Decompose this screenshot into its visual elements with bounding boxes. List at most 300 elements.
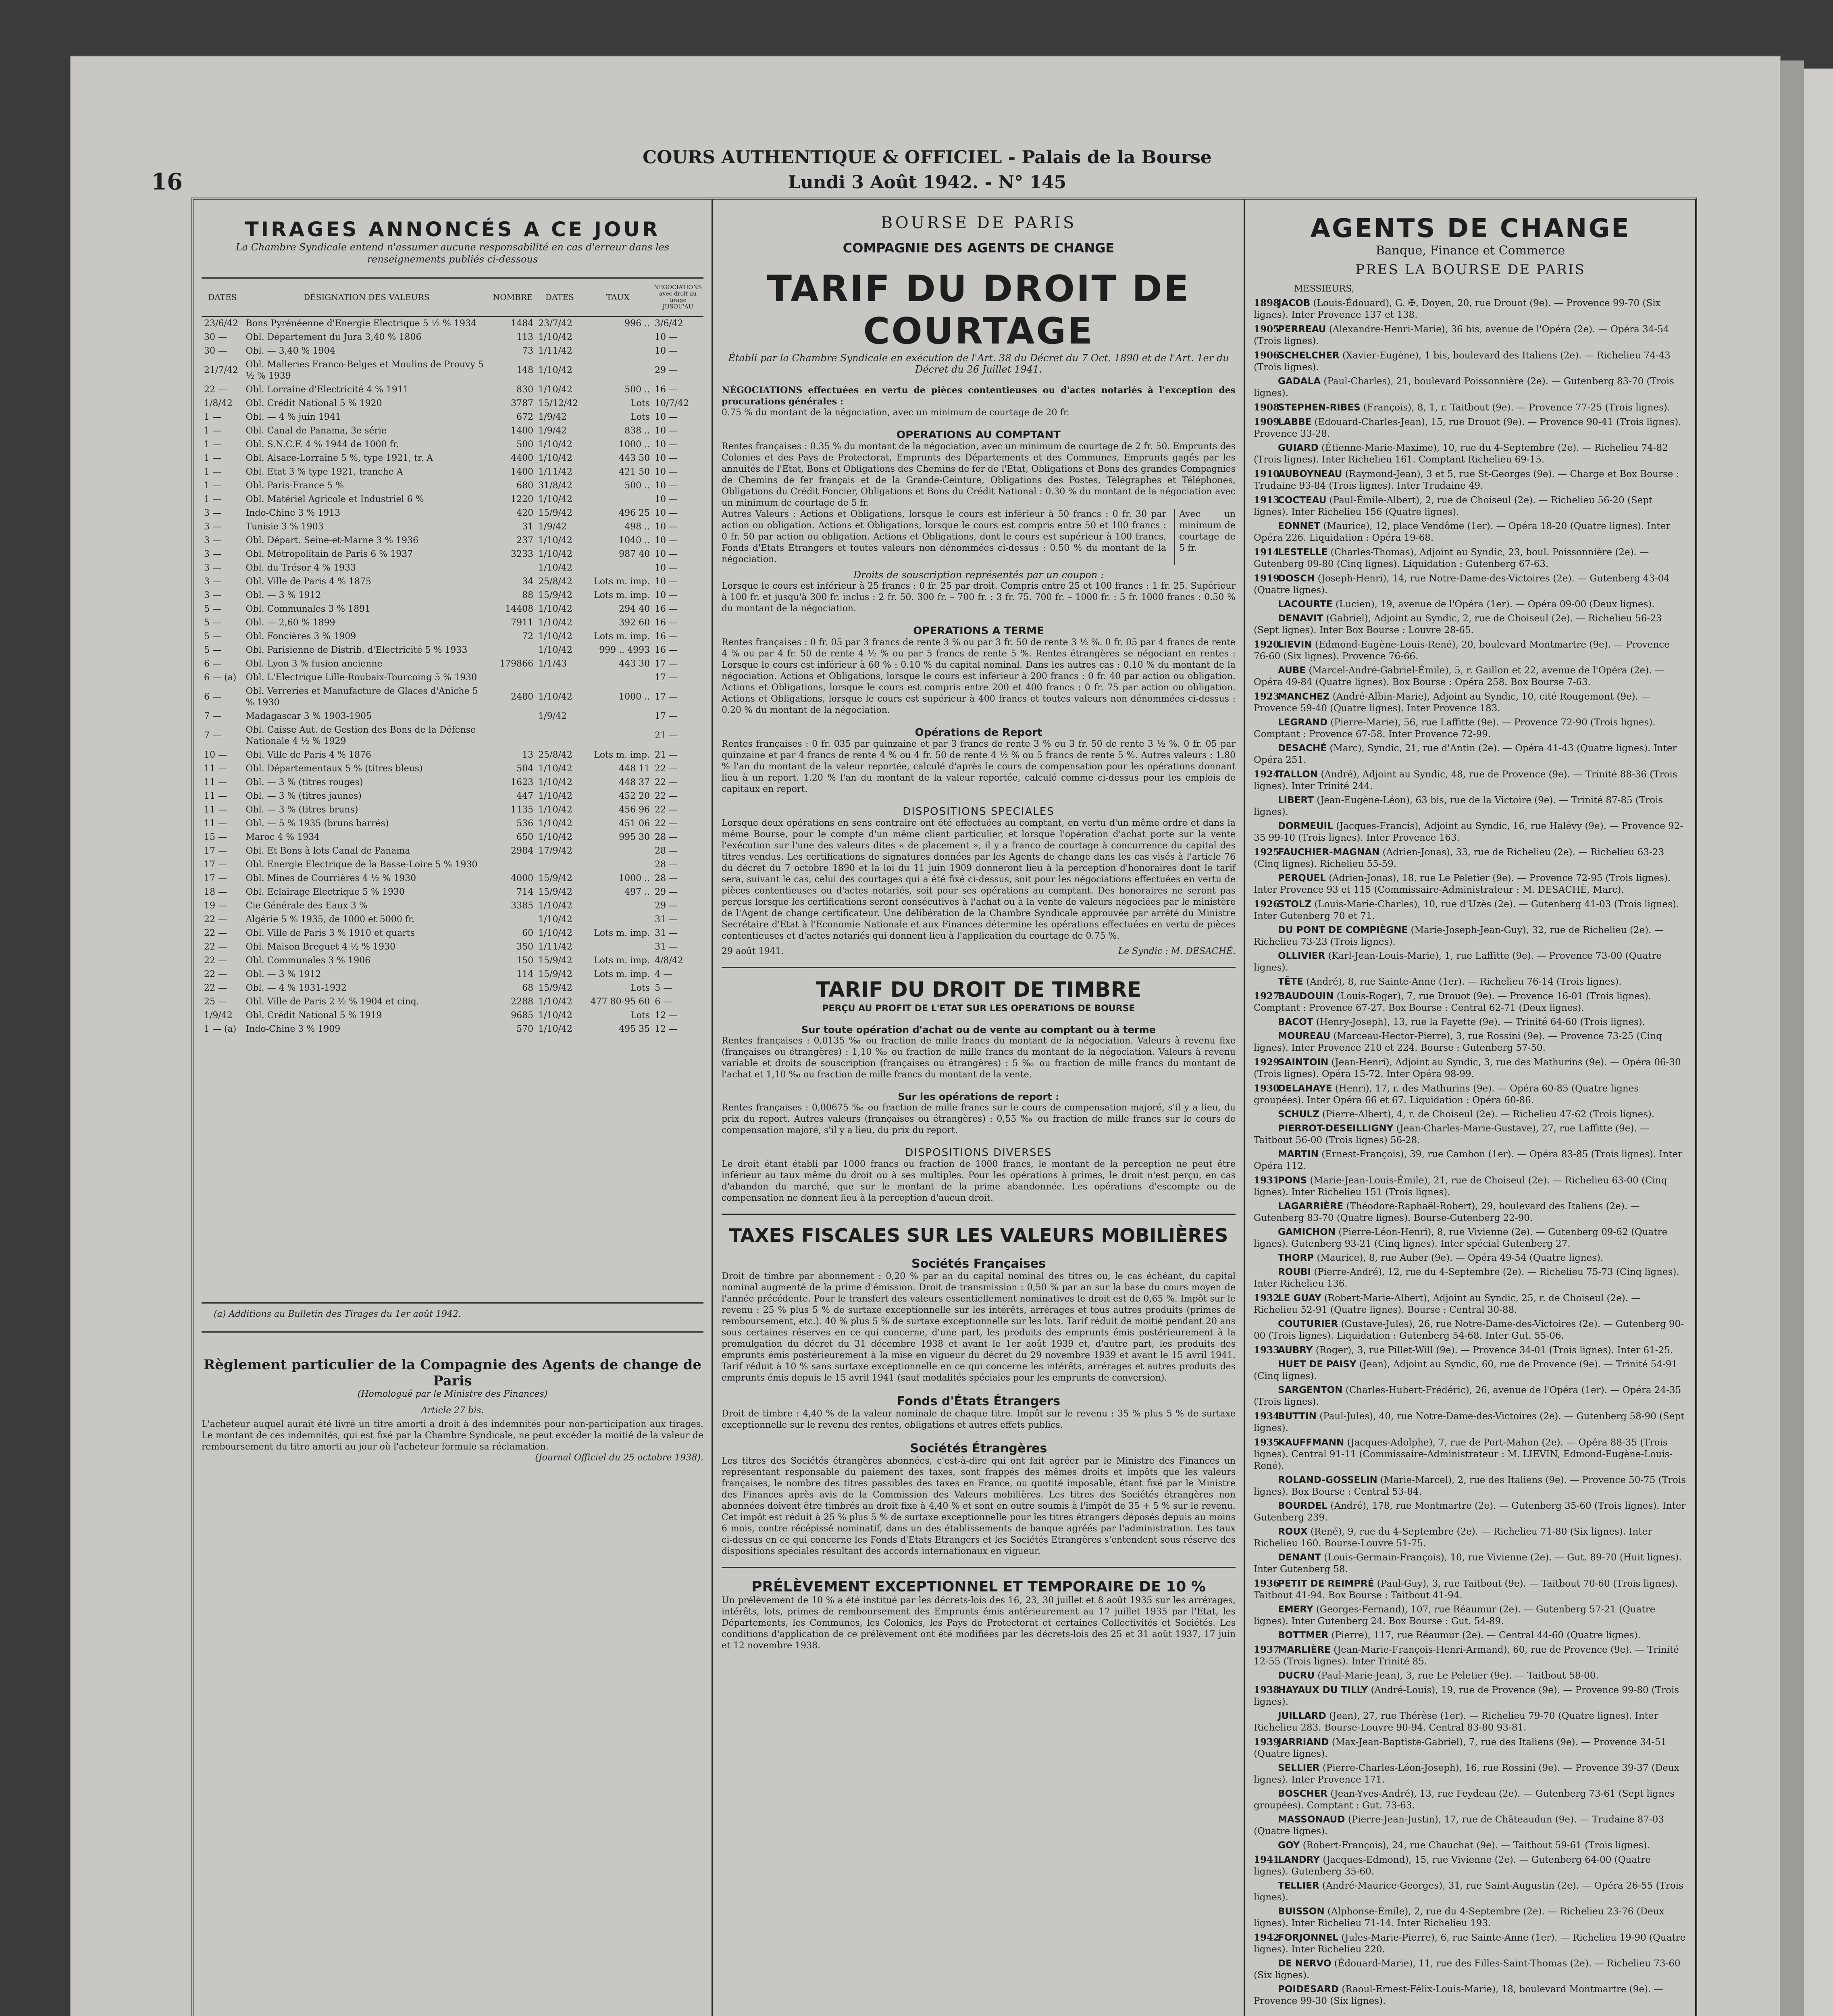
table-row xyxy=(202,479,703,493)
agent-entry xyxy=(1254,1906,1687,1929)
agent-entry xyxy=(1254,1016,1687,1028)
agent-name: AUBOYNEAU xyxy=(1278,469,1342,479)
table-cell: Obl. Foncières 3 % 1909 xyxy=(246,631,356,641)
table-cell: 1/10/42 xyxy=(538,385,572,395)
tarif-syndic: Le Syndic : M. DESACHÉ. xyxy=(1118,946,1236,956)
table-cell: 237 xyxy=(516,535,534,546)
table-cell: 28 — xyxy=(655,860,678,870)
table-row xyxy=(202,872,703,885)
table-row xyxy=(202,831,703,844)
table-cell: Obl. — 3 % 1912 xyxy=(246,969,321,979)
table-cell: 7911 xyxy=(511,618,534,628)
table-cell: 17/9/42 xyxy=(538,846,572,856)
table-cell: Obl. Matériel Agricole et Industriel 6 % xyxy=(246,494,424,504)
table-cell: 1/11/42 xyxy=(538,942,572,952)
table-row xyxy=(202,589,703,602)
agents-title: AGENTS DE CHANGE xyxy=(1310,214,1631,244)
table-cell: 3 — xyxy=(204,549,221,559)
agent-details: (Pierre-Léon-Henri), 8, rue Vivienne (2e). — Gutenberg 09-62 (Quatre lignes). Gutenberg 93-21 (Cinq lignes). Inter spécial Gutenberg 27. xyxy=(1254,1227,1668,1249)
agent-entry xyxy=(1254,1932,1687,1956)
table-cell: 1/10/42 xyxy=(538,901,572,911)
table-cell: 830 xyxy=(516,385,534,395)
table-cell xyxy=(584,940,652,954)
table-cell: 15/9/42 xyxy=(538,508,572,518)
timbre-diverses-text: Le droit étant établi par 1000 francs ou fraction de 1000 francs, le montant de la perception ne peut être inférieur au taux même du droit ou à ses multiples. Pour les opérations à primes, le droit n'est perçu, en cas d'abandon du marché, que sur le montant de la prime abandonnée. Les opérations d'escompte ou de compensation ne donnent lieu à la perception d'aucun droit. xyxy=(722,1159,1236,1203)
agent-details: (Marcel-André-Gabriel-Émile), 5, r. Gaillon et 22, avenue de l'Opéra (2e). — Opéra 49-84 (Quatre lignes). Box Bourse : Opéra 258. Box Bourse 7-63. xyxy=(1254,665,1664,687)
table-cell: 7 — xyxy=(204,731,221,741)
table-cell: 15/9/42 xyxy=(538,969,572,979)
agent-details: (Paul-Guy), 3, rue Taitbout (9e). — Taitbout 70-60 (Trois lignes). Taitbout 41-94. Box Bourse : Taitbout 41-94. xyxy=(1254,1579,1678,1601)
agent-name: DOSCH xyxy=(1278,573,1315,584)
table-cell: 10 — xyxy=(655,522,678,532)
table-cell: Obl. Départ. Seine-et-Marne 3 % 1936 xyxy=(246,535,419,546)
table-cell: 421 50 xyxy=(619,467,650,477)
table-cell: 2288 xyxy=(511,997,534,1007)
table-cell: 15/9/42 xyxy=(538,956,572,966)
comptant-autres: Autres Valeurs : Actions et Obligations, lorsque le cours est inférieur à 50 francs : 0 fr. 30 par action ou obligation. Actions et Obligations, lorsque le cours est compris entre 50 et 100 francs : 0 fr. 50 par action ou obligation. Actions et Obligations, dont le cours est supérieur à 100 francs, Fonds d'Etats Etrangers et toutes valeurs non dénommées ci-dessus : 0.50 % du montant de la négociation. xyxy=(722,509,1166,564)
table-cell xyxy=(490,858,536,872)
agent-entry xyxy=(1254,1814,1687,1837)
agent-entry xyxy=(1254,821,1687,844)
table-cell: 4 — xyxy=(655,969,672,979)
table-cell: 1400 xyxy=(511,426,534,436)
agent-entry xyxy=(1254,1344,1687,1356)
terme-text: Rentes françaises : 0 fr. 05 par 3 francs de rente 3 % ou par 3 fr. 50 de rente 3 ½ %. 0 fr. 05 par 4 francs de rente 4 % ou par 4 fr. 50 de rente 4 ½ % ou par 5 francs de rente 5 %. Rentes étrangères se négociant en rentes : Lorsque le cours est inférieur à 60 % : 0.10 % du capital nominal. Dans les autres cas : 0.10 % du montant de la négociation. Actions et Obligations, lorsque le cours est inférieur à 200 francs : 0 fr. 40 par action ou obligation. Actions et Obligations, lorsque le cours est compris entre 200 et 400 francs : 0 fr. 75 par action ou obligation. Actions et Obligations, lorsque le cours est supérieur à 400 francs et toutes valeurs non dénommées ci-dessus : 0.20 % du montant de la négociation. xyxy=(722,637,1236,715)
agent-details: (Alexandre-Henri-Marie), 36 bis, avenue de l'Opéra (2e). — Opéra 34-54 (Trois lignes). xyxy=(1254,324,1669,346)
table-row xyxy=(202,817,703,831)
agent-name: DE NERVO xyxy=(1278,1958,1332,1969)
table-row xyxy=(202,762,703,776)
agent-name: JACOB xyxy=(1278,298,1311,308)
agent-year: 1934 xyxy=(1254,1411,1280,1422)
table-cell: Obl. Alsace-Lorraine 5 %, type 1921, tr. A xyxy=(246,453,433,463)
table-cell: 19 — xyxy=(204,901,227,911)
agent-year: 1942 xyxy=(1254,1932,1280,1943)
table-cell: Obl. Crédit National 5 % 1919 xyxy=(246,1010,382,1020)
agent-details: (Edmond-Eugène-Louis-René), 20, boulevard Montmartre (9e). — Provence 76-60 (Six lignes). Provence 76-66. xyxy=(1254,639,1670,662)
table-cell: 25/8/42 xyxy=(538,577,572,587)
agent-name: ROLAND-GOSSELIN xyxy=(1278,1475,1377,1485)
agent-name: BAUDOUIN xyxy=(1278,991,1334,1002)
agent-year: 1933 xyxy=(1254,1345,1280,1356)
table-cell: Obl. L'Electrique Lille-Roubaix-Tourcoing 5 % 1930 xyxy=(246,673,477,683)
agent-entry xyxy=(1254,1736,1687,1760)
table-cell: Obl. Paris-France 5 % xyxy=(246,481,344,491)
agent-entry xyxy=(1254,1984,1687,2007)
table-cell: Lots xyxy=(630,412,650,422)
agent-entry xyxy=(1254,1359,1687,1382)
table-cell: 16 — xyxy=(655,645,678,655)
table-cell: 536 xyxy=(516,818,534,829)
table-cell: Obl. Mines de Courrières 4 ½ % 1930 xyxy=(246,873,416,883)
agent-details: (Raoul-Ernest-Félix-Louis-Marie), 18, boulevard Montmartre (9e). — Provence 99-30 (Six lignes). xyxy=(1254,1984,1663,2006)
agent-name: MARLIÈRE xyxy=(1278,1645,1331,1655)
table-cell: 1 — xyxy=(204,481,221,491)
agent-name: BOURDEL xyxy=(1278,1501,1327,1511)
agent-year: 1908 xyxy=(1254,402,1280,413)
agent-name: LANDRY xyxy=(1278,1855,1320,1865)
table-cell: 1/10/42 xyxy=(538,365,572,375)
col-nombre: NOMBRE xyxy=(490,278,536,317)
agent-details: (Roger), 3, rue Pillet-Will (9e). — Provence 34-01 (Trois lignes). Inter 61-25. xyxy=(1315,1345,1673,1356)
table-cell: 3233 xyxy=(511,549,534,559)
reglement-title: Règlement particulier de la Compagnie des Agents de change de Paris xyxy=(203,1357,702,1389)
table-cell xyxy=(490,710,536,723)
table-cell: Obl. S.N.C.F. 4 % 1944 de 1000 fr. xyxy=(246,439,399,450)
table-cell xyxy=(536,723,583,748)
table-cell: 294 40 xyxy=(619,604,650,614)
table-cell: 2984 xyxy=(511,846,534,856)
table-row xyxy=(202,789,703,803)
table-cell: 350 xyxy=(516,942,534,952)
agent-details: (François), 8, 1, r. Taitbout (9e). — Provence 77-25 (Trois lignes). xyxy=(1363,402,1671,413)
agents-list xyxy=(1254,297,1687,2007)
agent-name: HUET DE PAISY xyxy=(1278,1359,1357,1370)
agent-details: (Gabriel), Adjoint au Syndic, 2, rue de Choiseul (2e). — Richelieu 56-23 (Sept lignes). Inter Box Bourse : Louvre 28-65. xyxy=(1254,613,1662,635)
agent-name: MARTIN xyxy=(1278,1149,1319,1160)
agent-entry xyxy=(1254,768,1687,792)
table-cell: Algérie 5 % 1935, de 1000 et 5000 fr. xyxy=(246,914,415,925)
taxes-etats-title: Fonds d'États Étrangers xyxy=(897,1394,1061,1408)
table-cell: Lots xyxy=(630,398,650,408)
timbre-title: TARIF DU DROIT DE TIMBRE xyxy=(816,978,1142,1002)
agent-entry xyxy=(1254,323,1687,347)
table-cell: 29 — xyxy=(655,901,678,911)
table-cell: 17 — xyxy=(204,846,227,856)
table-cell: Lots m. imp. xyxy=(594,750,650,760)
table-cell: 570 xyxy=(516,1024,534,1034)
agent-entry xyxy=(1254,1762,1687,1786)
reglement-text: L'acheteur auquel aurait été livré un titre amorti a droit à des indemnités pour non-participation aux tirages. Le montant de ces indemnités, qui est fixé par la Chambre Syndicale, ne peut excéder la moitié de la valeur de remboursement du titre amorti au jour où l'acheteur formule sa réclamation. xyxy=(202,1419,703,1452)
agent-details: (Pierre-Jean-Justin), 17, rue de Châteaudun (9e). — Trudaine 87-03 (Quatre lignes). xyxy=(1254,1814,1664,1837)
agent-name: AUBE xyxy=(1278,665,1306,676)
agent-entry xyxy=(1254,925,1687,948)
table-cell: 12 — xyxy=(655,1010,678,1020)
table-cell xyxy=(584,331,652,344)
agent-details: (Adrien-Jonas), 18, rue Le Peletier (9e). — Provence 72-95 (Trois lignes). Inter Provence 93 et 115 (Commissaire-Administrateur : M. DESACHÉ, Marc). xyxy=(1254,873,1671,895)
agent-details: (Jean-Yves-André), 13, rue Feydeau (2e). — Gutenberg 73-61 (Sept lignes groupées). Comptant : Gut. 73-63. xyxy=(1254,1789,1675,1811)
table-row xyxy=(202,317,703,331)
table-cell: 22 — xyxy=(204,385,227,395)
agent-entry xyxy=(1254,1318,1687,1342)
agent-entry xyxy=(1254,468,1687,492)
agent-details: (Pierre-André), 12, rue du 4-Septembre (2e). — Richelieu 75-73 (Cinq lignes). Inter Richelieu 136. xyxy=(1254,1267,1679,1289)
table-cell: 22 — xyxy=(204,969,227,979)
agent-name: PIERROT-DESEILLIGNY xyxy=(1278,1123,1394,1134)
agent-name: BUISSON xyxy=(1278,1906,1325,1917)
agent-year: 1906 xyxy=(1254,350,1280,361)
table-cell: Obl. Communales 3 % 1891 xyxy=(246,604,371,614)
table-cell: 22 — xyxy=(655,777,678,787)
table-cell: 1040 .. xyxy=(619,535,650,546)
table-cell: 5 — xyxy=(204,631,221,641)
table-cell: Indo-Chine 3 % 1913 xyxy=(246,508,341,518)
agent-entry xyxy=(1254,691,1687,714)
agent-entry xyxy=(1254,1526,1687,1549)
agent-entry xyxy=(1254,1292,1687,1316)
col-remb-dates: DATES xyxy=(536,278,583,317)
agent-entry xyxy=(1254,950,1687,974)
table-cell xyxy=(584,344,652,358)
agent-entry xyxy=(1254,1630,1687,1641)
table-cell: 714 xyxy=(516,887,534,897)
masthead-date: Lundi 3 Août 1942. - N° 145 xyxy=(788,172,1067,193)
prelevement-text: Un prélèvement de 10 % a été institué par les décrets-lois des 16, 23, 30 juillet et 8 août 1935 sur les arrérages, intérêts, lots, primes de remboursement des Emprunts émis antérieurement au 17 juillet 1935 par l'Etat, les Départements, les Communes, les Colonies, les Pays de Protectorat et certaines Collectivités et Sociétés. Les conditions d'application de ce prélèvement ont été modifiées par les décrets-lois des 25 et 31 août 1937, 17 juin et 12 novembre 1938. xyxy=(722,1595,1236,1651)
agent-details: (Édouard-Marie), 11, rue des Filles-Saint-Thomas (2e). — Richelieu 73-60 (Six lignes). xyxy=(1254,1958,1681,1981)
table-cell: 11 — xyxy=(204,777,227,787)
agent-entry xyxy=(1254,795,1687,818)
agent-details: (Louis-Roger), 7, rue Drouot (9e). — Provence 16-01 (Trois lignes). Comptant : Provence 67-27. Box Bourse : Central 62-71 (Deux lignes). xyxy=(1254,991,1652,1013)
table-cell: 29 — xyxy=(655,365,678,375)
report-title: Opérations de Report xyxy=(915,727,1042,739)
table-cell: 451 06 xyxy=(619,818,650,829)
agent-name: MOUREAU xyxy=(1278,1031,1331,1041)
table-cell: 25 — xyxy=(204,997,227,1007)
agent-entry xyxy=(1254,573,1687,596)
table-cell: 10 — xyxy=(655,439,678,450)
agent-details: (Jules-Marie-Pierre), 6, rue Sainte-Anne (1er). — Richelieu 19-90 (Quatre lignes). Inter Richelieu 220. xyxy=(1254,1933,1686,1955)
agent-name: JUILLARD xyxy=(1278,1711,1326,1721)
table-cell: 10 — xyxy=(655,346,678,356)
table-cell: 22 — xyxy=(204,928,227,938)
table-row xyxy=(202,344,703,358)
table-cell: 10 — xyxy=(655,412,678,422)
table-cell: 1/10/42 xyxy=(538,631,572,641)
table-cell: 3787 xyxy=(511,398,534,408)
table-row xyxy=(202,995,703,1009)
tirages-note: La Chambre Syndicale entend n'assumer aucune responsabilité en cas d'erreur dans les renseignements publiés ci-dessous xyxy=(235,242,670,265)
table-cell: 22 — xyxy=(204,914,227,925)
agent-year: 1939 xyxy=(1254,1737,1280,1747)
agent-name: OLLIVIER xyxy=(1278,951,1325,961)
table-row xyxy=(202,575,703,589)
agent-year: 1924 xyxy=(1254,769,1280,780)
table-row xyxy=(202,438,703,452)
agent-details: (Jean-Eugène-Léon), 63 bis, rue de la Victoire (9e). — Trinité 87-85 (Trois lignes). xyxy=(1254,795,1663,817)
table-cell: 1/11/42 xyxy=(538,346,572,356)
table-cell: 21/7/42 xyxy=(204,365,238,375)
table-cell: 1/10/42 xyxy=(538,549,572,559)
table-cell: Obl. Caisse Aut. de Gestion des Bons de la Défense Nationale 4 ½ % 1929 xyxy=(246,725,476,746)
table-cell: 1 — xyxy=(204,467,221,477)
table-row xyxy=(202,858,703,872)
table-cell xyxy=(584,358,652,383)
table-cell: 10 — xyxy=(655,563,678,573)
table-cell: 1/10/42 xyxy=(538,439,572,450)
table-cell: 18 — xyxy=(204,887,227,897)
table-cell: 15 — xyxy=(204,832,227,842)
table-cell: 1135 xyxy=(511,805,534,815)
table-cell: 1/10/42 xyxy=(538,563,572,573)
agent-entry xyxy=(1254,297,1687,321)
agent-year: 1926 xyxy=(1254,899,1280,910)
table-cell: 9685 xyxy=(511,1010,534,1020)
table-cell: Obl. Ville de Paris 4 % 1876 xyxy=(246,750,372,760)
table-row xyxy=(202,723,703,748)
table-cell: 10 — xyxy=(655,549,678,559)
agent-name: DENAVIT xyxy=(1278,613,1323,624)
table-cell: Obl. — 3 % (titres rouges) xyxy=(246,777,363,787)
table-cell: 3 — xyxy=(204,563,221,573)
agent-entry xyxy=(1254,416,1687,440)
table-cell: 22 — xyxy=(655,818,678,829)
table-cell: Obl. Malleries Franco-Belges et Moulins de Prouvy 5 ½ % 1939 xyxy=(246,360,484,381)
table-cell: 12 — xyxy=(655,1024,678,1034)
table-cell: 1/11/42 xyxy=(538,467,572,477)
table-row xyxy=(202,885,703,899)
agent-details: (Max-Jean-Baptiste-Gabriel), 7, rue des Italiens (9e). — Provence 34-51 (Quatre lignes). xyxy=(1254,1737,1667,1759)
table-row xyxy=(202,927,703,940)
agent-details: (Jacques-Adolphe), 7, rue de Port-Mahon (2e). — Opéra 88-35 (Trois lignes). Central 91-11 (Commissaire-Administrateur : M. LIEVIN, Edmond-Eugène-Louis-René). xyxy=(1254,1437,1673,1471)
agent-entry xyxy=(1254,1684,1687,1708)
agent-details: (Jacques-Edmond), 15, rue Vivienne (2e). — Gutenberg 64-00 (Quatre lignes). Gutenberg 35-60. xyxy=(1254,1855,1651,1877)
agent-year: 1920 xyxy=(1254,639,1280,650)
table-cell: 17 — xyxy=(655,692,678,702)
table-cell: 6 — xyxy=(655,997,672,1007)
agent-entry xyxy=(1254,846,1687,870)
table-cell xyxy=(584,710,652,723)
table-cell: 1 — xyxy=(204,412,221,422)
agent-entry xyxy=(1254,898,1687,922)
table-cell: 10 — xyxy=(655,590,678,600)
table-cell: 16 — xyxy=(655,385,678,395)
table-cell: 1/9/42 xyxy=(538,522,567,532)
agent-entry xyxy=(1254,1083,1687,1106)
agent-name: DUCRU xyxy=(1278,1670,1315,1681)
agent-name: THORP xyxy=(1278,1253,1314,1263)
table-cell xyxy=(490,561,536,575)
column-divider-1 xyxy=(712,200,713,2016)
table-cell: 1623 xyxy=(511,777,534,787)
agent-entry xyxy=(1254,1854,1687,1878)
table-cell: 1 — xyxy=(204,439,221,450)
table-cell: 504 xyxy=(516,764,534,774)
table-cell: 5 — xyxy=(204,618,221,628)
table-cell: Obl. Maison Breguet 4 ½ % 1930 xyxy=(246,942,396,952)
agent-entry xyxy=(1254,1109,1687,1120)
timbre-achat-title: Sur toute opération d'achat ou de vente au comptant ou à terme xyxy=(801,1024,1156,1035)
agent-name: KAUFFMANN xyxy=(1278,1437,1344,1448)
table-cell: 987 40 xyxy=(619,549,650,559)
agent-details: (Marc), Syndic, 21, rue d'Antin (2e). — Opéra 41-43 (Quatre lignes). Inter Opéra 251. xyxy=(1254,743,1677,765)
agent-name: LIEVIN xyxy=(1278,639,1312,650)
table-cell: 34 xyxy=(522,577,534,587)
agent-details: (Maurice), 12, place Vendôme (1er). — Opéra 18-20 (Quatre lignes). Inter Opéra 226. Liquidation : Opéra 19-68. xyxy=(1254,521,1671,543)
table-cell: Obl. — 4 % 1931-1932 xyxy=(246,983,347,993)
table-cell: Obl. Lyon 3 % fusion ancienne xyxy=(246,659,383,669)
souscription-title: Droits de souscription représentés par un coupon : xyxy=(853,569,1104,581)
agent-name: DORMEUIL xyxy=(1278,821,1333,831)
table-row xyxy=(202,534,703,548)
table-cell: 7 — xyxy=(204,711,221,721)
agent-name: LAGARRIÈRE xyxy=(1278,1201,1344,1212)
agent-details: (Paul-Émile-Albert), 2, rue de Choiseul (2e). — Richelieu 56-20 (Sept lignes). Inter Richelieu 156 (Quatre lignes). xyxy=(1254,495,1653,517)
agent-name: EMERY xyxy=(1278,1604,1313,1615)
agent-entry xyxy=(1254,1788,1687,1812)
agent-entry xyxy=(1254,1123,1687,1146)
table-cell: 22 — xyxy=(204,956,227,966)
table-cell: 996 .. xyxy=(624,319,650,329)
agent-year: 1905 xyxy=(1254,324,1280,335)
agent-name: DELAHAYE xyxy=(1278,1083,1332,1094)
table-row xyxy=(202,803,703,817)
table-cell: Lots xyxy=(630,1010,650,1020)
table-cell: 1/10/42 xyxy=(538,645,572,655)
table-cell: 22 — xyxy=(655,791,678,801)
agent-entry xyxy=(1254,1840,1687,1851)
table-cell: 3 — xyxy=(204,535,221,546)
agent-details: (Maurice), 8, rue Auber (9e). — Opéra 49-54 (Quatre lignes). xyxy=(1317,1253,1604,1263)
table-cell: 995 30 xyxy=(619,832,650,842)
agents-pres: PRES LA BOURSE DE PARIS xyxy=(1355,262,1585,278)
table-row xyxy=(202,968,703,981)
table-cell: Obl. Métropolitain de Paris 6 % 1937 xyxy=(246,549,413,559)
table-cell: Lots m. imp. xyxy=(594,956,650,966)
table-cell: 1/10/42 xyxy=(538,777,572,787)
agent-entry xyxy=(1254,873,1687,896)
table-cell: 11 — xyxy=(204,805,227,815)
agent-entry xyxy=(1254,717,1687,740)
agent-details: (Jacques-Francis), Adjoint au Syndic, 16, rue Halévy (9e). — Provence 92-35 99-10 (Trois lignes). Inter Provence 163. xyxy=(1254,821,1683,843)
agent-details: (André-Louis), 19, rue de Provence (9e). — Provence 99-80 (Trois lignes). xyxy=(1254,1685,1679,1707)
table-cell: Lots m. imp. xyxy=(594,590,650,600)
table-row xyxy=(202,465,703,479)
taxes-title: TAXES FISCALES SUR LES VALEURS MOBILIÈRES xyxy=(729,1225,1228,1246)
table-cell: 60 xyxy=(522,928,534,938)
agent-entry xyxy=(1254,1670,1687,1682)
agent-entry xyxy=(1254,442,1687,466)
agent-year: 1936 xyxy=(1254,1578,1280,1589)
table-cell: Tunisie 3 % 1903 xyxy=(246,522,324,532)
table-cell xyxy=(584,723,652,748)
table-cell: 25/8/42 xyxy=(538,750,572,760)
table-cell: 10 — xyxy=(655,577,678,587)
table-row xyxy=(202,424,703,438)
agent-name: LEGRAND xyxy=(1278,717,1328,728)
agent-details: (Joseph-Henri), 14, rue Notre-Dame-des-Victoires (2e). — Gutenberg 43-04 (Quatre lignes). xyxy=(1254,573,1670,596)
table-row xyxy=(202,899,703,913)
agent-name: GOY xyxy=(1278,1840,1300,1851)
agent-details: (Théodore-Raphaël-Robert), 29, boulevard des Italiens (2e). — Gutenberg 83-70 (Quatre lignes). Bourse-Gutenberg 22-90. xyxy=(1254,1201,1640,1223)
table-cell: 17 — xyxy=(204,860,227,870)
table-cell: 3 — xyxy=(204,508,221,518)
agent-name: BACOT xyxy=(1278,1017,1313,1027)
agent-entry xyxy=(1254,1410,1687,1434)
table-cell: 17 — xyxy=(655,673,678,683)
taxes-etats-text: Droit de timbre : 4,40 % de la valeur nominale de chaque titre. Impôt sur le revenu : 35 % plus 5 % de surtaxe exceptionnelle sur le revenu des rentes, obligations et autres effets publics. xyxy=(722,1409,1236,1430)
table-cell: Lots m. imp. xyxy=(594,631,650,641)
table-cell: 17 — xyxy=(655,711,678,721)
table-cell: 72 xyxy=(522,631,534,641)
agent-details: (Jean-Marie-François-Henri-Armand), 60, rue de Provence (9e). — Trinité 12-55 (Trois lignes). Inter Trinité 85. xyxy=(1254,1645,1679,1667)
table-cell: 452 20 xyxy=(619,791,650,801)
agent-details: (Jean-Charles-Marie-Gustave), 27, rue Laffitte (9e). — Taitbout 56-00 (Trois lignes) 56-28. xyxy=(1254,1123,1649,1145)
table-cell: 17 — xyxy=(655,659,678,669)
table-row xyxy=(202,913,703,927)
taxes-etr-title: Sociétés Étrangères xyxy=(910,1441,1047,1456)
agent-details: (André), Adjoint au Syndic, 48, rue de Provence (9e). — Trinité 88-36 (Trois lignes). Inter Trinité 244. xyxy=(1254,769,1677,791)
agent-entry xyxy=(1254,402,1687,414)
agent-entry xyxy=(1254,1644,1687,1668)
table-cell xyxy=(536,858,583,872)
agent-year: 1914 xyxy=(1254,547,1280,558)
table-cell xyxy=(490,913,536,927)
agent-entry xyxy=(1254,1227,1687,1250)
agent-details: (Étienne-Marie-Maxime), 10, rue du 4-Septembre (2e). — Richelieu 74-82 (Trois lignes). Inter Richelieu 161. Comptant Richelieu 69-15. xyxy=(1254,443,1668,465)
agent-name: SCHELCHER xyxy=(1278,350,1340,361)
table-cell: 21 — xyxy=(655,750,678,760)
table-cell: 1000 .. xyxy=(619,873,650,883)
